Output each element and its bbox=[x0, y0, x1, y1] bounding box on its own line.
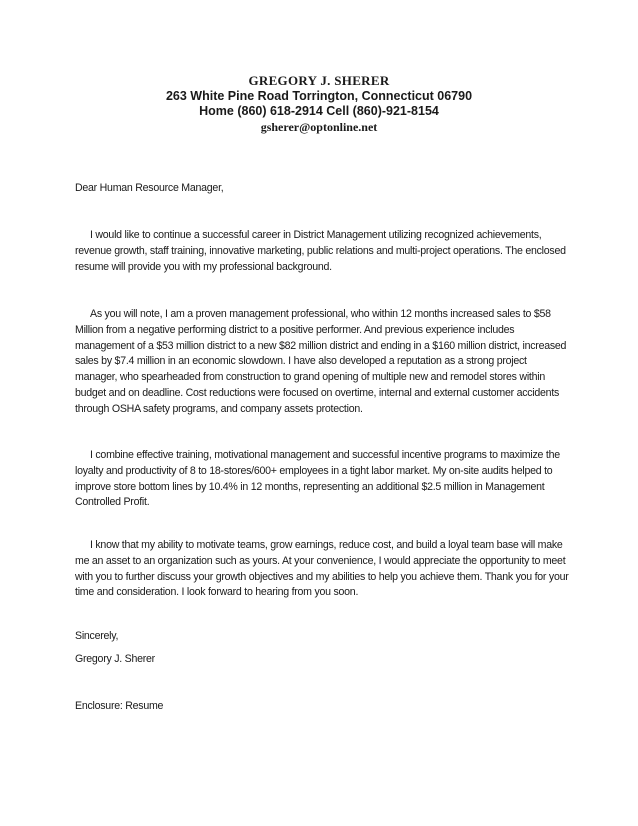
sender-email: gsherer@optonline.net bbox=[260, 120, 378, 134]
closing: Sincerely, bbox=[75, 630, 119, 642]
enclosure-note: Enclosure: Resume bbox=[75, 700, 164, 712]
paragraph-closing-pitch: I know that my ability to motivate teams, grow earnings, reduce cost, and build a loyal team base will make me an asset to an organization such as yours. At your convenience, I would appreciate the opportunity to meet with you to further discuss your growth objectives and my abilities to help you achieve them. Thank you for your time and consideration. I look forward to hearing from you soon. bbox=[75, 539, 569, 599]
signature-name: Gregory J. Sherer bbox=[75, 653, 155, 665]
paragraph-intro: I would like to continue a successful career in District Management utilizing recognized achievements, revenue growth, staff training, innovative marketing, public relations and multi-project operations. The enclosed resume will provide you with my professional background. bbox=[75, 229, 566, 273]
paragraph-achievements: As you will note, I am a proven management professional, who within 12 months increased sales to $58 Million from a negative performing district to a positive performer. And previous experience includes management of a $53 million district to a new $82 million district and ending in a $160 million district, increased sales by $7.4 million in an economic slowdown. I have also developed a reputation as a strong project manager, who spearheaded from construction to grand opening of multiple new and remodel stores within budget and on deadline. Cost reductions were focused on overtime, internal and external customer accidents through OSHA safety programs, and company assets protection. bbox=[75, 308, 567, 415]
sender-address: 263 White Pine Road Torrington, Connecticut 06790 bbox=[165, 89, 473, 103]
sender-phones: Home (860) 618-2914 Cell (860)-921-8154 bbox=[199, 104, 439, 118]
salutation: Dear Human Resource Manager, bbox=[75, 182, 224, 194]
paragraph-training: I combine effective training, motivational management and successful incentive programs to maximize the loyalty and productivity of 8 to 18-stores/600+ employees in a tight labor market. My on-site audits helped to improve store bottom lines by 10.4% in 12 months, representing an additional $2.5 million in Management Controlled Profit. bbox=[75, 449, 560, 509]
sender-name: GREGORY J. SHERER bbox=[248, 73, 390, 88]
